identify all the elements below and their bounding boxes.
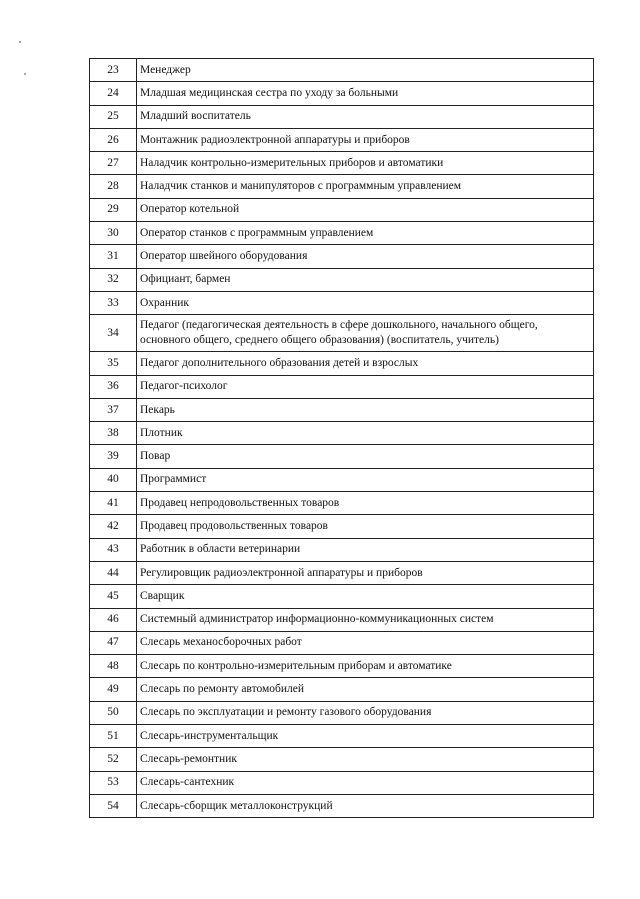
table-row (90, 701, 594, 724)
profession-name-cell: Слесарь-сборщик металлоконструкций (137, 794, 594, 817)
row-number-cell: 41 (90, 492, 137, 515)
profession-name-cell: Пекарь (137, 398, 594, 421)
row-number-cell: 24 (90, 82, 137, 105)
table-row (90, 468, 594, 491)
row-number-cell: 54 (90, 794, 137, 817)
table-row (90, 771, 594, 794)
table-row (90, 538, 594, 561)
table-row (90, 245, 594, 268)
profession-name-cell: Наладчик станков и манипуляторов с программным управлением (137, 175, 594, 198)
profession-name-cell: Регулировщик радиоэлектронной аппаратуры и приборов (137, 561, 594, 584)
row-number-cell: 36 (90, 375, 137, 398)
row-number-cell: 37 (90, 398, 137, 421)
row-number-cell: 42 (90, 515, 137, 538)
table-row (90, 445, 594, 468)
profession-name-cell: Слесарь-инструментальщик (137, 725, 594, 748)
profession-name-cell: Педагог дополнительного образования детей и взрослых (137, 352, 594, 375)
row-number-cell: 43 (90, 538, 137, 561)
row-number-cell: 53 (90, 771, 137, 794)
row-number-cell: 29 (90, 198, 137, 221)
table-row (90, 128, 594, 151)
row-number-cell: 31 (90, 245, 137, 268)
profession-name-cell: Официант, бармен (137, 268, 594, 291)
profession-name-cell: Сварщик (137, 585, 594, 608)
table-row (90, 315, 594, 352)
profession-name-cell: Плотник (137, 422, 594, 445)
row-number-cell: 39 (90, 445, 137, 468)
scan-speck (19, 41, 21, 43)
table-row (90, 608, 594, 631)
profession-name-cell: Повар (137, 445, 594, 468)
row-number-cell: 44 (90, 561, 137, 584)
profession-name-cell: Педагог-психолог (137, 375, 594, 398)
row-number-cell: 28 (90, 175, 137, 198)
row-number-cell: 26 (90, 128, 137, 151)
profession-name-cell: Педагог (педагогическая деятельность в сфере дошкольного, начального общего, основного общего, среднего общего образования) (воспитатель, учитель) (137, 315, 594, 352)
table-row (90, 794, 594, 817)
row-number-cell: 49 (90, 678, 137, 701)
profession-name-cell: Слесарь по контрольно-измерительным приборам и автоматике (137, 655, 594, 678)
profession-name-cell: Оператор швейного оборудования (137, 245, 594, 268)
profession-name-cell: Слесарь-сантехник (137, 771, 594, 794)
profession-name-cell: Продавец продовольственных товаров (137, 515, 594, 538)
profession-name-cell: Системный администратор информационно-коммуникационных систем (137, 608, 594, 631)
table-row (90, 198, 594, 221)
profession-name-cell: Младшая медицинская сестра по уходу за больными (137, 82, 594, 105)
profession-name-cell: Менеджер (137, 59, 594, 82)
table-row (90, 375, 594, 398)
table-row (90, 561, 594, 584)
row-number-cell: 30 (90, 222, 137, 245)
profession-table-body (90, 59, 594, 818)
table-row (90, 152, 594, 175)
row-number-cell: 47 (90, 631, 137, 654)
row-number-cell: 23 (90, 59, 137, 82)
profession-name-cell: Монтажник радиоэлектронной аппаратуры и приборов (137, 128, 594, 151)
table-row (90, 515, 594, 538)
table-row (90, 631, 594, 654)
row-number-cell: 48 (90, 655, 137, 678)
row-number-cell: 27 (90, 152, 137, 175)
profession-name-cell: Слесарь механосборочных работ (137, 631, 594, 654)
table-row (90, 59, 594, 82)
profession-name-cell: Продавец непродовольственных товаров (137, 492, 594, 515)
row-number-cell: 32 (90, 268, 137, 291)
row-number-cell: 35 (90, 352, 137, 375)
table-row (90, 748, 594, 771)
table-row (90, 82, 594, 105)
profession-name-cell: Оператор станков с программным управлением (137, 222, 594, 245)
table-row (90, 398, 594, 421)
table-row (90, 492, 594, 515)
row-number-cell: 34 (90, 315, 137, 352)
table-row (90, 105, 594, 128)
table-row (90, 291, 594, 314)
scan-speck (24, 73, 26, 75)
table-row (90, 585, 594, 608)
row-number-cell: 52 (90, 748, 137, 771)
table-row (90, 655, 594, 678)
row-number-cell: 33 (90, 291, 137, 314)
row-number-cell: 40 (90, 468, 137, 491)
row-number-cell: 51 (90, 725, 137, 748)
profession-name-cell: Слесарь-ремонтник (137, 748, 594, 771)
row-number-cell: 50 (90, 701, 137, 724)
profession-name-cell: Наладчик контрольно-измерительных приборов и автоматики (137, 152, 594, 175)
profession-table (89, 58, 594, 818)
row-number-cell: 46 (90, 608, 137, 631)
table-row (90, 422, 594, 445)
profession-name-cell: Слесарь по ремонту автомобилей (137, 678, 594, 701)
row-number-cell: 45 (90, 585, 137, 608)
profession-name-cell: Младший воспитатель (137, 105, 594, 128)
row-number-cell: 25 (90, 105, 137, 128)
row-number-cell: 38 (90, 422, 137, 445)
profession-name-cell: Программист (137, 468, 594, 491)
table-row (90, 725, 594, 748)
profession-name-cell: Работник в области ветеринарии (137, 538, 594, 561)
table-row (90, 175, 594, 198)
table-row (90, 352, 594, 375)
profession-name-cell: Охранник (137, 291, 594, 314)
table-row (90, 222, 594, 245)
table-row (90, 678, 594, 701)
profession-name-cell: Слесарь по эксплуатации и ремонту газового оборудования (137, 701, 594, 724)
profession-name-cell: Оператор котельной (137, 198, 594, 221)
table-row (90, 268, 594, 291)
